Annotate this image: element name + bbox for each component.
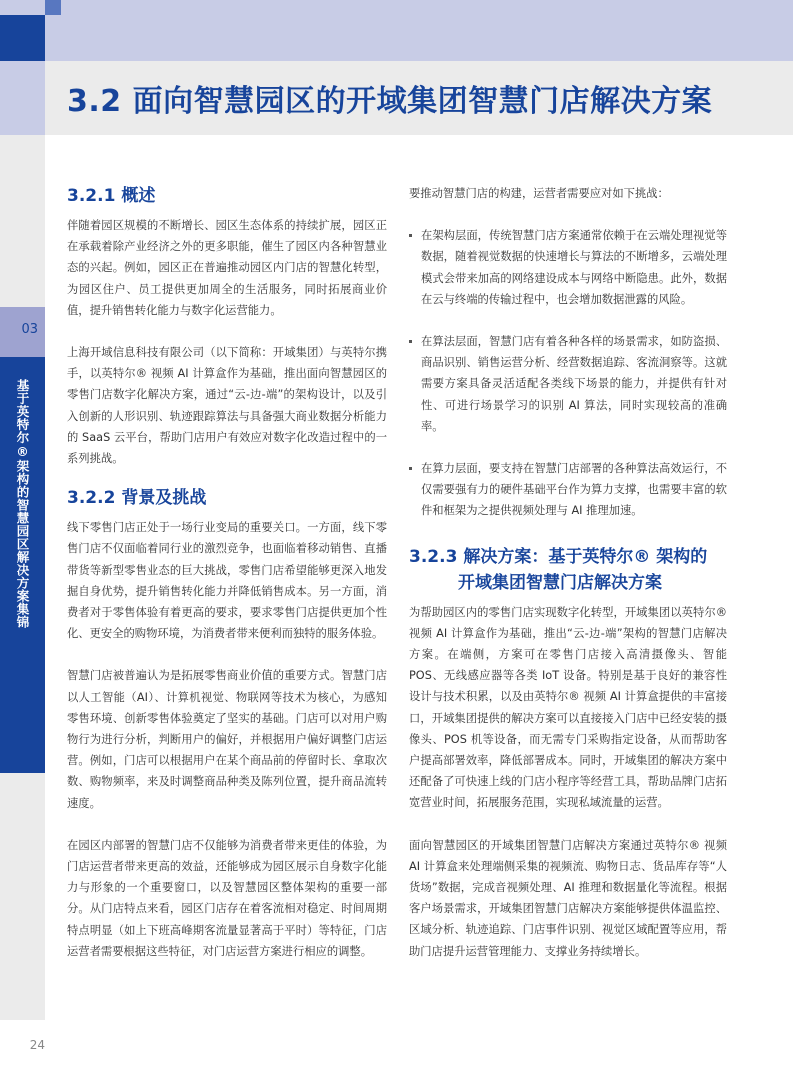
background-paragraph: 在园区内部署的智慧门店不仅能够为消费者带来更佳的体验，为门店运营者带来更高的效益，还能够成为园区展示自身数字化能力与形象的一个重要窗口，以及智慧园区整体架构的重要一部分。从门店特点来看，园区门店存在着客流相对稳定、时间周期特点明显（如上下班高峰期客流量显著高于平时）等特征，门店运营者需要根据这些特征，对门店运营方案进行相应的调整。 (67, 838, 387, 958)
challenge-item (409, 331, 727, 437)
background-paragraph: 线下零售门店正处于一场行业变局的重要关口。一方面，线下零售门店不仅面临着同行业的激烈竞争，也面临着移动销售、直播带货等新型零售业态的巨大挑战，零售门店希望能够更深入地发掘自身优势，提升销售转化能力并降低销售成本。另一方面，消费者对于零售体验有着更高的要求，要求零售门店提供更加个性化、更安全的购物环境，为消费者带来便利而独特的服务体验。 (67, 521, 387, 641)
chapter-title-block (0, 357, 45, 773)
challenges-intro: 要推动智慧门店的构建，运营者需要应对如下挑战： (409, 187, 669, 200)
chapter-number-block (0, 307, 45, 357)
section-heading-background: 3.2.2 背景及挑战 (67, 488, 207, 509)
bullet-icon (409, 234, 412, 237)
bullet-icon (409, 467, 412, 470)
challenge-item (409, 225, 727, 310)
page-title: 3.2 面向智慧园区的开域集团智慧门店解决方案 (67, 84, 713, 119)
overview-paragraph: 伴随着园区规模的不断增长、园区生态体系的持续扩展，园区正在承载着除产业经济之外的更多职能，催生了园区内各种智慧业态的兴起。例如，园区正在普遍推动园区内门店的智慧化转型，为园区住户、员工提供更加周全的生活服务，同时拓展商业价值，提升销售转化能力与数字化运营能力。 (67, 219, 387, 317)
right-column (409, 183, 727, 962)
header-accent-square-small (45, 0, 61, 15)
header-top-band (0, 0, 793, 61)
header-accent-square-dark (0, 15, 45, 61)
bullet-icon (409, 340, 412, 343)
challenges-list (409, 225, 727, 521)
challenge-text: 在算法层面，智慧门店有着各种各样的场景需求，如防盗损、商品识别、销售运营分析、经营数据追踪、客流洞察等。这就需要方案具备灵活适配各类线下场景的能力，并提供有针对性、可进行场景学习的识别 AI 算法，同时实现较高的准确率。 (421, 335, 727, 433)
solution-heading-line1: 3.2.3 解决方案：基于英特尔® 架构的 (409, 546, 708, 567)
solution-paragraph: 为帮助园区内的零售门店实现数字化转型，开域集团以英特尔® 视频 AI 计算盒作为基础，推出“云-边-端”架构的智慧门店解决方案。在端侧，方案可在零售门店接入高清摄像头、智能 POS、无线感应器等各类 IoT 设备。特别是基于良好的兼容性设计与技术积累，以及由英特尔® 视频 AI 计算盒提供的丰富接口，开域集团提供的解决方案可以直接接入门店中已经安装的摄像头、POS 机等设备，而无需专门采购指定设备，从而帮助客户提高部署效率，降低部署成本。同时，开域集团的解决方案中还配备了可快速上线的门店小程序等经营工具，帮助品牌门店拓宽营业时间，拓展服务范围，实现私域流量的运营。 (409, 605, 727, 810)
challenge-text: 在架构层面，传统智慧门店方案通常依赖于在云端处理视觉等数据，随着视觉数据的快速增长与算法的不断增多，云端处理模式会带来加高的网络建设成本与网络中断隐患。此外，数据在云与终端的传输过程中，也会增加数据泄露的风险。 (421, 229, 727, 306)
sidebar-top-band (0, 61, 45, 135)
solution-paragraph: 面向智慧园区的开域集团智慧门店解决方案通过英特尔® 视频 AI 计算盒来处理端侧采集的视频流、购物日志、货品库存等“人货场”数据，完成音视频处理、AI 推理和数据量化等流程。根据客户场景需求，开域集团智慧门店解决方案能够提供体温监控、区域分析、轨迹追踪、门店事件识别、视觉区域配置等应用，帮助门店提升运营管理能力、支撑业务持续增长。 (409, 838, 727, 958)
challenge-item (409, 458, 727, 522)
chapter-number: 03 (21, 322, 38, 337)
section-heading-overview: 3.2.1 概述 (67, 186, 156, 206)
section-heading-solution (409, 544, 727, 596)
chapter-title: 基于英特尔®架构的智慧园区解决方案集锦 (15, 379, 30, 629)
left-column (67, 183, 387, 962)
sidebar-spacer-bottom (0, 773, 45, 1020)
overview-paragraph: 上海开域信息科技有限公司（以下简称：开域集团）与英特尔携手，以英特尔® 视频 AI 计算盒作为基础，推出面向智慧园区的零售门店数字化解决方案，通过“云-边-端”的架构设计，以及引入创新的人形识别、轨迹跟踪算法与具备强大商业数据分析能力的 SaaS 云平台，帮助门店用户有效应对数字化改造过程中的一系列挑战。 (67, 346, 387, 466)
challenge-text: 在算力层面，要支持在智慧门店部署的各种算法高效运行，不仅需要强有力的硬件基础平台作为算力支撑，也需要丰富的软件和框架为之提供视频处理与 AI 推理加速。 (421, 462, 727, 518)
background-paragraph: 智慧门店被普遍认为是拓展零售商业价值的重要方式。智慧门店以人工智能（AI）、计算机视觉、物联网等技术为核心，为感知零售环境、创新零售体验奠定了坚实的基础。门店可以对用户购物行为进行分析，判断用户的偏好，并根据用户偏好调整门店运营。例如，门店可以根据用户在某个商品前的停留时长、拿取次数、购物频率，来及时调整商品种类及陈列位置，提升商品流转速度。 (67, 669, 387, 810)
page-number: 24 (29, 1038, 45, 1052)
solution-heading-line2: 开域集团智慧门店解决方案 (458, 572, 662, 593)
sidebar-spacer-top (0, 135, 45, 307)
